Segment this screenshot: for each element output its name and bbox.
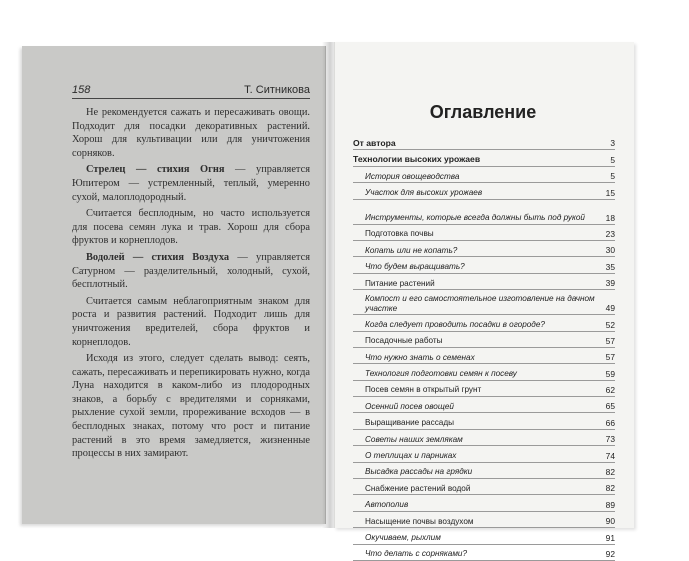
- toc-entry-title: Выращивание рассады: [365, 418, 455, 428]
- toc-entry-page: 57: [605, 335, 615, 346]
- toc-entry: [353, 290, 615, 315]
- toc-entry: [353, 200, 615, 225]
- toc-entry: [353, 381, 615, 397]
- toc-entry-page: 30: [605, 245, 615, 256]
- toc-entry-title: Посадочные работы: [365, 336, 443, 346]
- toc-entry-page: 15: [605, 187, 615, 198]
- toc-entry: [353, 446, 615, 462]
- toc-entry: [353, 397, 615, 413]
- toc-entry-title: Что нужно знать о семенах: [365, 352, 475, 362]
- body-paragraph: [72, 295, 310, 349]
- toc-entry-page: 39: [605, 278, 615, 289]
- toc-entry: [353, 528, 615, 544]
- toc-entry-title: История овощеводства: [365, 171, 460, 181]
- toc-entry: [353, 274, 615, 290]
- toc-entry: [353, 348, 615, 364]
- page-number: 158: [72, 84, 91, 96]
- toc-entry-page: 82: [605, 467, 615, 478]
- body-paragraph: [72, 106, 310, 160]
- paragraph-text: — управляется Юпитером — устремленный, теплый, умеренно сухой, малоплодородный.: [72, 164, 310, 203]
- toc-entry: [353, 225, 615, 241]
- toc-entry-page: 92: [605, 548, 615, 559]
- toc-entry-title: Высадка рассады на грядки: [365, 467, 473, 477]
- toc-entry: [353, 241, 615, 257]
- toc-entry-page: 18: [605, 212, 615, 223]
- body-paragraph: [72, 207, 310, 248]
- toc-entry: [353, 167, 615, 183]
- toc-entry-page: 5: [610, 171, 615, 182]
- left-page-header: [72, 84, 310, 99]
- toc-entry-title: Технология подготовки семян к посеву: [365, 369, 517, 379]
- toc-entry: [353, 463, 615, 479]
- toc-entry-title: Технологии высоких урожаев: [353, 154, 481, 165]
- left-page: [22, 46, 326, 524]
- toc-entry-page: 23: [605, 228, 615, 239]
- toc-entry: [353, 183, 615, 199]
- toc-entry: [353, 134, 615, 150]
- toc-entry: [353, 315, 615, 331]
- body-paragraph: [72, 251, 310, 292]
- open-book: [22, 36, 632, 559]
- toc-entry-page: 35: [605, 261, 615, 272]
- toc-entry-page: 74: [605, 450, 615, 461]
- toc-entry-page: 49: [605, 303, 615, 314]
- toc-entry-title: Инструменты, которые всегда должны быть под рукой: [365, 212, 585, 222]
- toc-entry-title: Подготовка почвы: [365, 229, 434, 239]
- table-of-contents: [353, 134, 615, 561]
- toc-entry: [353, 430, 615, 446]
- right-page: [334, 42, 634, 559]
- toc-entry-page: 57: [605, 352, 615, 363]
- toc-entry-page: 59: [605, 368, 615, 379]
- body-paragraph: [72, 352, 310, 461]
- toc-entry-title: Автополив: [365, 500, 409, 510]
- toc-entry: [353, 545, 615, 561]
- paragraph-text: Не рекомендуется сажать и пересаживать овощи. Подходит для посадки декоративных растений. Хорош для культивации или для уничтожения сорняков.: [72, 107, 310, 159]
- toc-entry-title: Компост и его самостоятельное изготовление на дачном участке: [365, 293, 595, 313]
- toc-entry: [353, 150, 615, 166]
- toc-entry-page: 73: [605, 434, 615, 445]
- toc-entry-title: Копать или не копать?: [365, 245, 458, 255]
- toc-entry-page: 91: [605, 532, 615, 543]
- toc-entry-page: 52: [605, 319, 615, 330]
- paragraph-text: Считается бесплодным, но часто используется для посева семян лука и трав. Хорош для сбора фруктов и корнеплодов.: [72, 208, 310, 247]
- toc-entry-page: 66: [605, 417, 615, 428]
- running-head: Т. Ситникова: [244, 84, 310, 96]
- toc-entry-title: Участок для высоких урожаев: [365, 187, 483, 197]
- toc-entry-page: 65: [605, 401, 615, 412]
- toc-title: Оглавление: [429, 102, 537, 122]
- toc-entry-page: 90: [605, 516, 615, 527]
- toc-entry-title: От автора: [353, 137, 396, 148]
- toc-entry-title: Советы наших землякам: [365, 434, 463, 444]
- toc-entry-title: Насыщение почвы воздухом: [365, 516, 474, 526]
- paragraph-text: Считается самым неблагоприятным знаком для роста и развития растений. Подходит лишь для уничтожения вредителей, сбора фруктов и корнеплодов.: [72, 295, 310, 348]
- toc-entry: [353, 257, 615, 273]
- toc-entry: [353, 479, 615, 495]
- paragraph-text: — управляется Сатурном — разделительный, холодный, сухой, бесплотный.: [72, 251, 310, 291]
- toc-entry: [353, 332, 615, 348]
- toc-entry: [353, 495, 615, 511]
- left-page-body: [72, 106, 310, 464]
- toc-entry: [353, 364, 615, 380]
- toc-entry-title: Снабжение растений водой: [365, 483, 471, 493]
- toc-entry: [353, 512, 615, 528]
- body-paragraph: [72, 163, 310, 204]
- paragraph-lead: Стрелец — стихия Огня: [86, 164, 225, 176]
- toc-entry-page: 5: [610, 154, 615, 165]
- toc-entry-page: 3: [610, 138, 615, 149]
- toc-entry-title: Посев семян в открытый грунт: [365, 385, 482, 395]
- toc-entry-title: Питание растений: [365, 278, 435, 288]
- toc-entry-page: 62: [605, 385, 615, 396]
- toc-entry-title: Осенний посев овощей: [365, 401, 454, 411]
- paragraph-text: Исходя из этого, следует сделать вывод: сеять, сажать, пересаживать и перепикировать нужно, когда Луна находится в каком-либо из плодородных знаков, а борьбу с вредителями и сорняками, рыхление сухой земли, прореживание всходов — в бесплодных знаках, потому что рост и питание растений в это время замедляется, жизненные процессы в них замирают.: [72, 353, 310, 460]
- toc-entry-page: 89: [605, 499, 615, 510]
- toc-entry-title: Что будем выращивать?: [365, 262, 465, 272]
- toc-entry-title: Что делать с сорняками?: [365, 549, 468, 559]
- paragraph-lead: Водолей — стихия Воздуха: [86, 251, 230, 263]
- toc-entry-title: Когда следует проводить посадки в огороде?: [365, 319, 545, 329]
- toc-entry-page: 82: [605, 483, 615, 494]
- toc-entry: [353, 413, 615, 429]
- toc-entry-title: Окучиваем, рыхлим: [365, 533, 441, 542]
- toc-entry-title: О теплицах и парниках: [365, 451, 457, 461]
